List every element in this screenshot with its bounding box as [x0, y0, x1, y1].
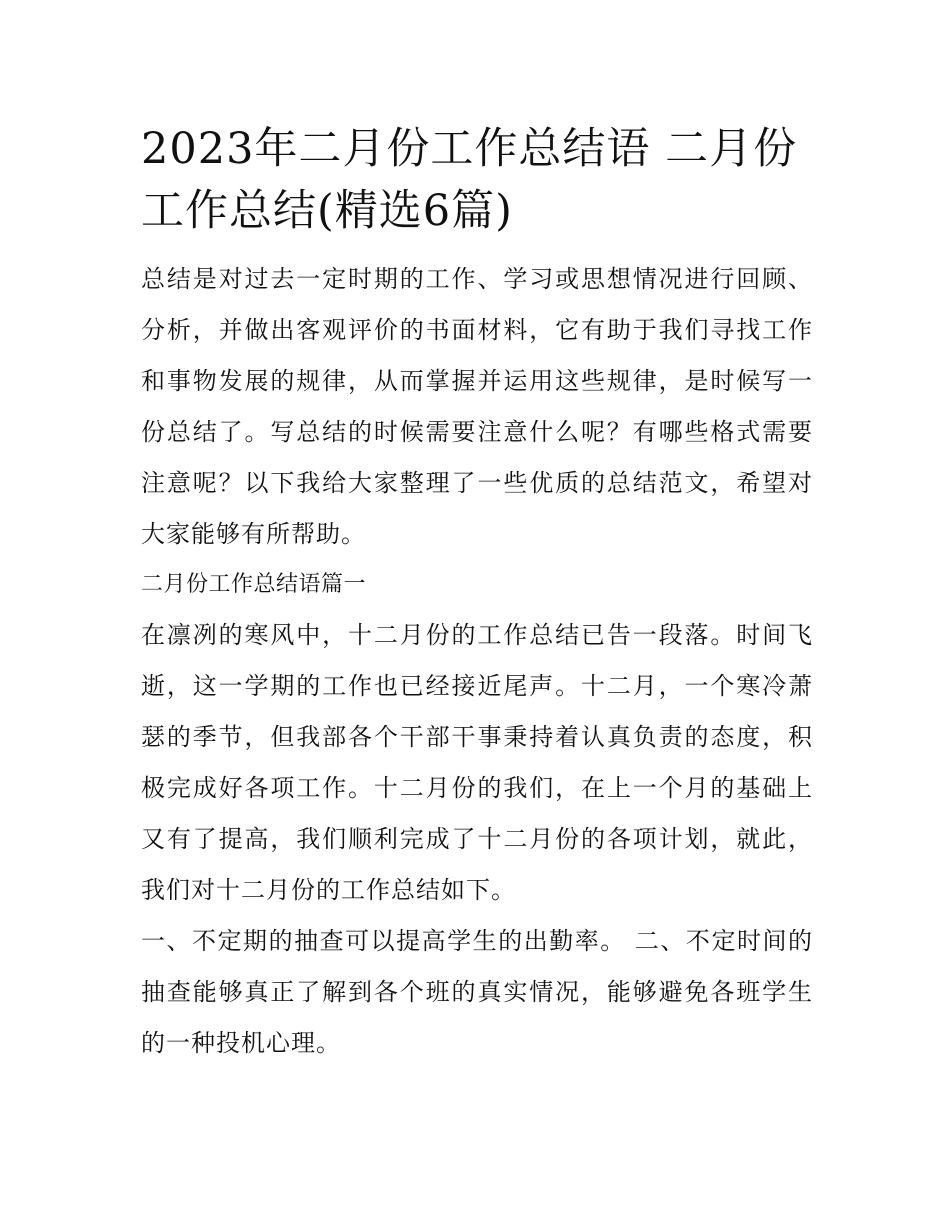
body-paragraph-1: 在凛冽的寒风中，十二月份的工作总结已告一段落。时间飞逝，这一学期的工作也已经接近尾声。十二月，一个寒冷萧瑟的季节，但我部各个干部干事秉持着认真负责的态度，积极完成好各项工作。十二月份的我们，在上一个月的基础上又有了提高，我们顺利完成了十二月份的各项计划，就此，我们对十二月份的工作总结如下。 — [141, 621, 813, 904]
intro-paragraph: 总结是对过去一定时期的工作、学习或思想情况进行回顾、分析，并做出客观评价的书面材料，它有助于我们寻找工作和事物发展的规律，从而掌握并运用这些规律，是时候写一份总结了。写总结的时候需要注意什么呢？有哪些格式需要注意呢？以下我给大家整理了一些优质的总结范文，希望对大家能够有所帮助。 — [141, 265, 813, 548]
body-paragraph-2: 一、不定期的抽查可以提高学生的出勤率。 二、不定时间的抽查能够真正了解到各个班的真实情况，能够避免各班学生的一种投机心理。 — [141, 927, 813, 1057]
document-title: 2023年二月份工作总结语 二月份工作总结(精选6篇) — [141, 124, 798, 236]
document-page — [141, 118, 813, 1069]
section-heading: 二月份工作总结语篇一 — [141, 572, 367, 597]
